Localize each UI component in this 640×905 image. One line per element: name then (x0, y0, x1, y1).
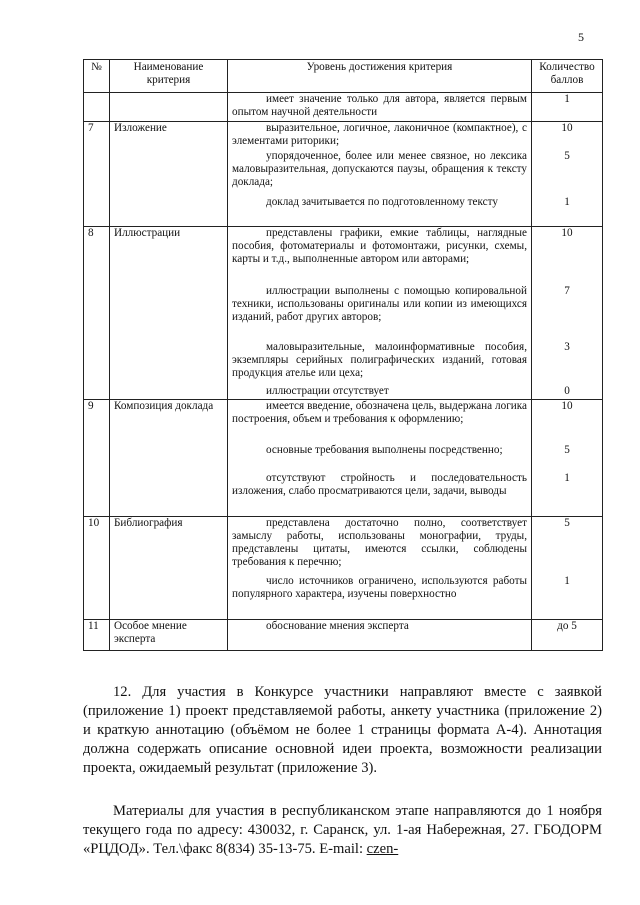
criterion-name: Композиция доклада (110, 400, 228, 517)
level-points: 7 (564, 285, 570, 297)
criterion-levels (228, 400, 532, 517)
criteria-table (83, 59, 603, 651)
criterion-levels (228, 93, 532, 122)
level-points: 10 (561, 122, 573, 134)
paragraph-12: 12. Для участия в Конкурсе участники направляют вместе с заявкой (приложение 1) проект представляемой работы, анкету участника (приложение 2) и краткую аннотацию (объёмом не более 1 страницы формата А-4). Аннотация должна содержать описание основной идеи проекта, возможности реализации проекта, ожидаемый результат (приложение 3). (83, 684, 602, 776)
header-points: Количество баллов (532, 60, 603, 93)
level-points: 5 (564, 150, 570, 162)
level-points: 10 (561, 227, 573, 239)
table-row (84, 93, 603, 122)
criterion-levels (228, 227, 532, 400)
criterion-points (532, 122, 603, 227)
criterion-name: Особое мнение эксперта (110, 620, 228, 651)
criterion-name (110, 93, 228, 122)
header-level: Уровень достижения критерия (228, 60, 532, 93)
header-num: № (84, 60, 110, 93)
level-points: 3 (564, 341, 570, 353)
level-description: отсутствуют стройность и последовательность изложения, слабо просматриваются цели, задачи, выводы (232, 472, 527, 497)
email-link[interactable]: czen- (366, 841, 399, 857)
paragraph-materials (83, 802, 602, 859)
level-description: представлены графики, емкие таблицы, наглядные пособия, фотоматериалы и фотомонтажи, рисунки, схемы, карты и т.д., выполненные автором или авторами; (232, 227, 527, 265)
table-row (84, 400, 603, 517)
criterion-number: 8 (84, 227, 110, 400)
table-row (84, 122, 603, 227)
level-description: маловыразительные, малоинформативные пособия, экземпляры серийных полиграфических изданий, готовая продукция ателье или цеха; (232, 341, 527, 379)
criterion-points (532, 227, 603, 400)
level-description: число источников ограничено, используются работы популярного характера, изучены поверхностно (232, 575, 527, 600)
table-body (84, 93, 603, 651)
level-description: иллюстрации выполнены с помощью копировальной техники, использованы оригиналы или копии из имеющихся изданий, работ других авторов; (232, 285, 527, 323)
level-points: 5 (564, 517, 570, 529)
header-name: Наименование критерия (110, 60, 228, 93)
table-row (84, 227, 603, 400)
level-points: 5 (564, 444, 570, 456)
criterion-number: 11 (84, 620, 110, 651)
table-row (84, 517, 603, 620)
criterion-name: Иллюстрации (110, 227, 228, 400)
level-points: 10 (561, 400, 573, 412)
criterion-points (532, 517, 603, 620)
level-description: основные требования выполнены посредственно; (266, 444, 503, 456)
level-points: 0 (564, 385, 570, 397)
level-points: до 5 (557, 620, 577, 632)
level-points: 1 (564, 575, 570, 587)
criterion-points (532, 93, 603, 122)
materials-text: Материалы для участия в республиканском этапе направляются до 1 ноября текущего года по адресу: 430032, г. Саранск, ул. 1-ая Набережная, 27. ГБОДОРМ «РЦДОД». Тел.\факс 8(834) 35-13-75. E-mail: (83, 803, 602, 857)
table-header (84, 60, 603, 93)
criterion-name: Библиография (110, 517, 228, 620)
level-description: упорядоченное, более или менее связное, но лексика маловыразительная, допускаются паузы, обращения к тексту доклада; (232, 150, 527, 188)
criterion-number: 10 (84, 517, 110, 620)
criterion-number: 7 (84, 122, 110, 227)
criterion-levels (228, 620, 532, 651)
criterion-name: Изложение (110, 122, 228, 227)
criterion-levels (228, 517, 532, 620)
level-points: 1 (564, 196, 570, 208)
level-description: доклад зачитывается по подготовленному тексту (266, 196, 498, 208)
level-description: выразительное, логичное, лаконичное (компактное), с элементами риторики; (232, 122, 527, 147)
level-description: представлена достаточно полно, соответствует замыслу работы, использованы монографии, труды, представлены цитаты, имеются ссылки, соблюдены требования к перечню; (232, 517, 527, 568)
level-description: имеется введение, обозначена цель, выдержана логика построения, объем и требования к оформлению; (232, 400, 527, 425)
criterion-levels (228, 122, 532, 227)
level-description: обоснование мнения эксперта (266, 620, 409, 632)
criterion-points (532, 620, 603, 651)
criterion-number: 9 (84, 400, 110, 517)
criterion-points (532, 400, 603, 517)
table-row (84, 620, 603, 651)
level-description: иллюстрации отсутствует (266, 385, 389, 397)
criterion-number (84, 93, 110, 122)
page-number: 5 (578, 30, 584, 44)
level-points: 1 (564, 472, 570, 484)
level-points: 1 (564, 93, 570, 105)
level-description: имеет значение только для автора, является первым опытом научной деятельности (232, 93, 527, 118)
